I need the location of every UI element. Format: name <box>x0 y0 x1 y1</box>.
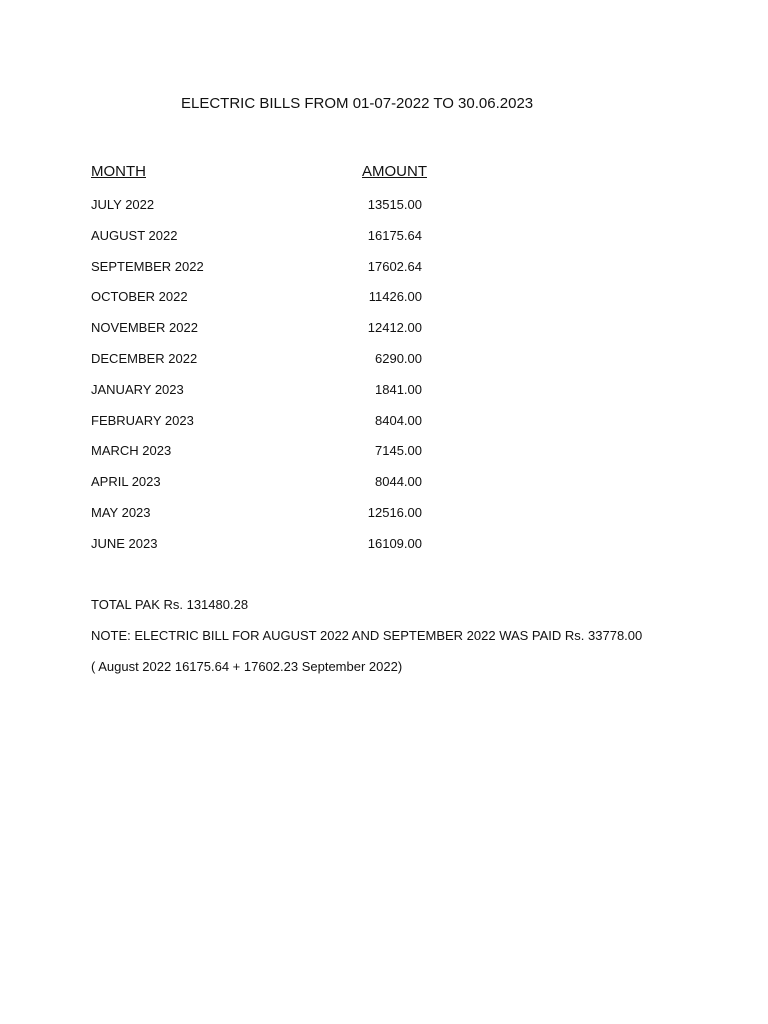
payment-note: NOTE: ELECTRIC BILL FOR AUGUST 2022 AND SEPTEMBER 2022 WAS PAID Rs. 33778.00 <box>91 628 643 643</box>
bill-row <box>0 351 768 382</box>
total-amount: TOTAL PAK Rs. 131480.28 <box>91 597 249 612</box>
bill-month: OCTOBER 2022 <box>91 289 188 305</box>
amount-column-header: AMOUNT <box>362 163 427 180</box>
bill-amount: 12412.00 <box>367 320 422 336</box>
bill-row <box>0 443 768 474</box>
bill-amount: 16175.64 <box>367 227 422 243</box>
bill-month: NOVEMBER 2022 <box>91 320 198 336</box>
month-column-header: MONTH <box>91 163 146 180</box>
document-title: ELECTRIC BILLS FROM 01-07-2022 TO 30.06.2023 <box>181 95 534 112</box>
bill-row <box>0 505 768 536</box>
bill-amount: 8044.00 <box>375 474 422 490</box>
bill-month: MARCH 2023 <box>91 443 172 459</box>
bill-row <box>0 536 768 567</box>
bill-amount: 1841.00 <box>375 381 422 397</box>
bill-amount: 16109.00 <box>367 535 422 551</box>
bill-amount: 12516.00 <box>367 504 422 520</box>
bill-month: FEBRUARY 2023 <box>91 412 194 428</box>
bill-list <box>0 197 768 567</box>
bill-row <box>0 413 768 444</box>
bill-row <box>0 289 768 320</box>
bill-row <box>0 382 768 413</box>
bill-row <box>0 320 768 351</box>
bill-month: SEPTEMBER 2022 <box>91 258 204 274</box>
bill-amount: 13515.00 <box>367 197 422 212</box>
bill-row <box>0 197 768 228</box>
bill-row <box>0 228 768 259</box>
bill-amount: 8404.00 <box>375 412 422 428</box>
bill-month: AUGUST 2022 <box>91 227 178 243</box>
payment-note-detail: ( August 2022 16175.64 + 17602.23 September 2022) <box>91 659 403 674</box>
bill-month: JULY 2022 <box>91 197 155 212</box>
bill-row <box>0 259 768 290</box>
bill-month: APRIL 2023 <box>91 474 161 490</box>
bill-amount: 6290.00 <box>375 350 422 366</box>
bill-row <box>0 474 768 505</box>
bill-amount: 7145.00 <box>375 443 422 459</box>
bill-month: MAY 2023 <box>91 504 151 520</box>
bill-month: DECEMBER 2022 <box>91 350 198 366</box>
bill-amount: 11426.00 <box>368 289 422 305</box>
bill-amount: 17602.64 <box>367 258 422 274</box>
bill-month: JUNE 2023 <box>91 535 158 551</box>
bill-month: JANUARY 2023 <box>91 381 184 397</box>
